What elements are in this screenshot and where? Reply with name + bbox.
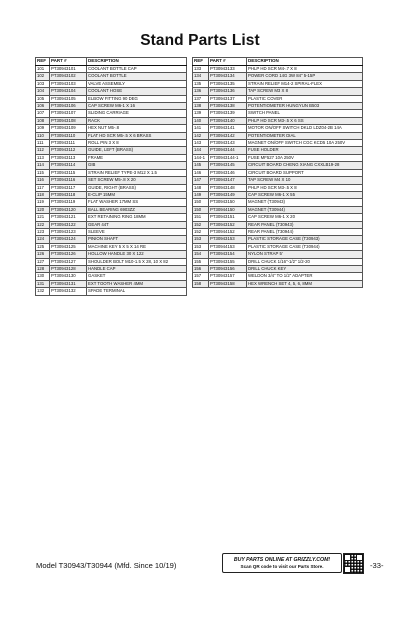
cell-part-number: PT30943131	[50, 280, 87, 287]
cell-ref: 128	[36, 265, 50, 272]
cell-part-number: PT30943138	[209, 103, 247, 110]
cell-description: GIB	[87, 162, 187, 169]
cell-part-number: PT30943140	[209, 117, 247, 124]
cell-part-number: PT30943130	[50, 273, 87, 280]
cell-description: VALVE ASSEMBLY	[87, 80, 187, 87]
cell-description: GUIDE, LEFT (BRASS)	[87, 147, 187, 154]
cell-ref: 141	[193, 125, 209, 132]
page-title: Stand Parts List	[140, 32, 260, 49]
cell-part-number: PT30943111	[50, 140, 87, 147]
table-row	[36, 95, 187, 102]
table-row	[193, 236, 363, 243]
table-row	[193, 162, 363, 169]
table-row	[193, 66, 363, 73]
cell-part-number: PT30943103	[50, 80, 87, 87]
header-part: PART #	[209, 58, 247, 66]
cell-ref: 106	[36, 103, 50, 110]
table-row	[193, 280, 363, 287]
cell-ref: 107	[36, 110, 50, 117]
table-row	[193, 80, 363, 87]
table-row	[193, 140, 363, 147]
parts-store-link[interactable]: BUY PARTS ONLINE AT GRIZZLY.COM!	[233, 557, 331, 563]
cell-description: FLAT HD SCR M5-.5 X 6 BRASS	[87, 132, 187, 139]
cell-description: ROLL PIN 3 X 8	[87, 140, 187, 147]
cell-part-number: PT30943116	[50, 177, 87, 184]
cell-part-number: PT30943132	[50, 288, 87, 295]
table-row	[36, 147, 187, 154]
cell-ref: 155	[193, 258, 209, 265]
cell-part-number: PT30943147	[209, 177, 247, 184]
table-row	[36, 132, 187, 139]
table-row	[36, 280, 187, 287]
table-row	[193, 88, 363, 95]
cell-description: PHLP HD SCR M3-.5 X 6 SS	[247, 117, 363, 124]
table-row	[36, 80, 187, 87]
parts-table-right	[192, 57, 363, 288]
header-ref: REF	[193, 58, 209, 66]
cell-description: SET SCREW M5-.8 X 20	[87, 177, 187, 184]
cell-part-number: PT30943153	[209, 236, 247, 243]
cell-description: DRILL CHUCK KEY	[247, 265, 363, 272]
table-row	[36, 243, 187, 250]
cell-part-number: PT30943115	[50, 169, 87, 176]
table-row	[193, 191, 363, 198]
cell-ref: 125	[36, 243, 50, 250]
cell-ref: 104	[36, 88, 50, 95]
cell-part-number: PT30943121	[50, 214, 87, 221]
cell-description: EXT TOOTH WASHER 4MM	[87, 280, 187, 287]
cell-description: GEAR 44T	[87, 221, 187, 228]
cell-part-number: PT30943104	[50, 88, 87, 95]
qr-finder-mark	[344, 566, 351, 573]
table-row	[36, 184, 187, 191]
qr-finder-mark	[344, 554, 351, 561]
cell-part-number: PT30943127	[50, 258, 87, 265]
cell-part-number: PT30944150	[209, 206, 247, 213]
cell-part-number: PT30943151	[209, 214, 247, 221]
cell-ref: 102	[36, 73, 50, 80]
qr-instruction: Scan QR code to visit our Parts Store.	[240, 564, 324, 569]
page-number: -33-	[370, 561, 384, 570]
cell-description: PHLP HD SCR M3-.5 X 8	[247, 184, 363, 191]
cell-ref: 144-1	[193, 154, 209, 161]
cell-description: MOTOR ON/OFF SWITCH DKLD LDZ04-2B 14A	[247, 125, 363, 132]
cell-description: STRAIN RELIEF M14-2 SPIRAL-FLEX	[247, 80, 363, 87]
cell-description: DRILL CHUCK 1/16"-1/2" 1/2-20	[247, 258, 363, 265]
header-ref: REF	[36, 58, 50, 66]
table-row	[36, 169, 187, 176]
cell-part-number: PT30943112	[50, 147, 87, 154]
table-row	[193, 258, 363, 265]
table-row	[193, 221, 363, 228]
cell-ref: 115	[36, 169, 50, 176]
cell-ref: 121	[36, 214, 50, 221]
cell-part-number: PT30943107	[50, 110, 87, 117]
table-row	[36, 206, 187, 213]
cell-description: FUSE HOLDER	[247, 147, 363, 154]
cell-part-number: PT30943114	[50, 162, 87, 169]
cell-description: E-CLIP 15MM	[87, 191, 187, 198]
cell-description: MAGNET ON/OFF SWITCH CGC KCD5 10A 250V	[247, 140, 363, 147]
table-row	[193, 214, 363, 221]
cell-part-number: PT30943122	[50, 221, 87, 228]
cell-ref: 143	[193, 140, 209, 147]
table-row	[193, 251, 363, 258]
table-row	[193, 132, 363, 139]
cell-part-number: PT30943110	[50, 132, 87, 139]
table-row	[36, 273, 187, 280]
cell-description: FLAT WASHER 17MM SS	[87, 199, 187, 206]
cell-description: HANDLE CAP	[87, 265, 187, 272]
cell-description: STRAIN RELIEF TYPE-3 M12 X 1.5	[87, 169, 187, 176]
cell-ref: 112	[36, 147, 50, 154]
cell-part-number: PT30943126	[50, 251, 87, 258]
cell-ref: 156	[193, 265, 209, 272]
cell-description: PHLP HD SCR M4-.7 X 8	[247, 66, 363, 73]
cell-description: SLIDING CARRIAGE	[87, 110, 187, 117]
cell-description: BALL BEARING 6903ZZ	[87, 206, 187, 213]
cell-description: CIRCUIT BOARD CHENG XIANG CXXLB19-28	[247, 162, 363, 169]
table-header-row	[193, 58, 363, 66]
cell-description: NYLON STRAP 5'	[247, 251, 363, 258]
cell-ref: 158	[193, 280, 209, 287]
table-row	[36, 125, 187, 132]
cell-ref: 132	[36, 288, 50, 295]
cell-ref: 140	[193, 117, 209, 124]
cell-description: RACK	[87, 117, 187, 124]
cell-part-number: PT30943146	[209, 169, 247, 176]
table-row	[36, 103, 187, 110]
cell-ref: 119	[36, 199, 50, 206]
table-row	[193, 273, 363, 280]
table-row	[36, 177, 187, 184]
cell-description: FUSE MF527 10A 250V	[247, 154, 363, 161]
cell-description: HOLLOW HANDLE 30 X 122	[87, 251, 187, 258]
cell-ref: 118	[36, 191, 50, 198]
cell-description: HEX WRENCH SET 4, 5, 6, 8MM	[247, 280, 363, 287]
cell-part-number: PT30943137	[209, 95, 247, 102]
table-row	[193, 117, 363, 124]
cell-ref: 150	[193, 206, 209, 213]
table-row	[193, 206, 363, 213]
cell-ref: 149	[193, 191, 209, 198]
table-row	[193, 228, 363, 235]
cell-ref: 127	[36, 258, 50, 265]
cell-ref: 148	[193, 184, 209, 191]
cell-description: SHOULDER BOLT M10-1.5 X 28, 10 X 82	[87, 258, 187, 265]
cell-description: CAP SCREW M6-1 X 55	[247, 191, 363, 198]
table-row	[193, 177, 363, 184]
cell-description: SPADE TERMINAL	[87, 288, 187, 295]
cell-ref: 123	[36, 228, 50, 235]
cell-part-number: PT30943139	[209, 110, 247, 117]
cell-ref: 124	[36, 236, 50, 243]
parts-table-left-body	[36, 66, 187, 296]
table-row	[36, 88, 187, 95]
cell-description: PLASTIC STORAGE CASE (T30943)	[247, 236, 363, 243]
table-row	[36, 140, 187, 147]
cell-part-number: PT30943101	[50, 66, 87, 73]
qr-code-icon[interactable]	[343, 553, 364, 574]
cell-description: PLASTIC COVER	[247, 95, 363, 102]
cell-part-number: PT30943117	[50, 184, 87, 191]
cell-description: ELBOW FITTING 90 DEG	[87, 95, 187, 102]
cell-part-number: PT30943123	[50, 228, 87, 235]
table-row	[36, 265, 187, 272]
cell-ref: 130	[36, 273, 50, 280]
cell-part-number: PT30943148	[209, 184, 247, 191]
cell-description: PLASTIC STORAGE CASE (T30944)	[247, 243, 363, 250]
cell-description: COOLANT BOTTLE	[87, 73, 187, 80]
table-row	[36, 110, 187, 117]
cell-ref: 113	[36, 154, 50, 161]
cell-part-number: PT30943136	[209, 88, 247, 95]
cell-ref: 134	[193, 73, 209, 80]
table-row	[193, 199, 363, 206]
cell-part-number: PT30944153	[209, 243, 247, 250]
cell-ref: 133	[193, 66, 209, 73]
header-part: PART #	[50, 58, 87, 66]
cell-ref: 153	[193, 236, 209, 243]
cell-part-number: PT30943154	[209, 251, 247, 258]
cell-part-number: PT30943120	[50, 206, 87, 213]
table-row	[36, 154, 187, 161]
cell-ref: 139	[193, 110, 209, 117]
cell-part-number: PT30943119	[50, 199, 87, 206]
cell-description: GASKET	[87, 273, 187, 280]
cell-part-number: PT30943134	[209, 73, 247, 80]
cell-description: HEX NUT M5-.8	[87, 125, 187, 132]
cell-description: POTENTIOMETER DIAL	[247, 132, 363, 139]
cell-ref: 151	[193, 214, 209, 221]
cell-description: REAR PANEL (T30944)	[247, 228, 363, 235]
header-description: DESCRIPTION	[247, 58, 363, 66]
cell-part-number: PT30943118	[50, 191, 87, 198]
cell-part-number: PT30943133	[209, 66, 247, 73]
cell-ref: 154	[193, 251, 209, 258]
cell-description: CAP SCREW M6-1 X 20	[247, 214, 363, 221]
parts-table-left	[35, 57, 187, 296]
cell-ref: 135	[193, 80, 209, 87]
cell-ref: 152	[193, 228, 209, 235]
cell-part-number: PT30943152	[209, 221, 247, 228]
table-row	[36, 258, 187, 265]
cell-description: CAP SCREW M6-1 X 16	[87, 103, 187, 110]
cell-part-number: PT30943156	[209, 265, 247, 272]
cell-description: MAGNET (T30944)	[247, 206, 363, 213]
cell-ref: 105	[36, 95, 50, 102]
table-row	[193, 95, 363, 102]
cell-part-number: PT30943106	[50, 103, 87, 110]
table-row	[36, 191, 187, 198]
cell-part-number: PT30943109	[50, 125, 87, 132]
cell-part-number: PT30943141	[209, 125, 247, 132]
cell-part-number: PT30943102	[50, 73, 87, 80]
cell-description: CIRCUIT BOARD SUPPORT	[247, 169, 363, 176]
header-description: DESCRIPTION	[87, 58, 187, 66]
cell-part-number: PT30943125	[50, 243, 87, 250]
table-row	[193, 73, 363, 80]
cell-description: REAR PANEL (T30943)	[247, 221, 363, 228]
cell-part-number: PT30943108	[50, 117, 87, 124]
cell-ref: 138	[193, 103, 209, 110]
table-row	[193, 110, 363, 117]
cell-part-number: PT30943157	[209, 273, 247, 280]
cell-description: TAP SCREW M3 X 8	[247, 88, 363, 95]
table-row	[36, 214, 187, 221]
table-row	[193, 169, 363, 176]
cell-description: FRAME	[87, 154, 187, 161]
cell-ref: 153	[193, 243, 209, 250]
cell-part-number: PT30943105	[50, 95, 87, 102]
qr-finder-mark	[356, 554, 363, 561]
cell-ref: 101	[36, 66, 50, 73]
cell-ref: 152	[193, 221, 209, 228]
parts-store-callout[interactable]	[222, 553, 342, 573]
cell-part-number: PT30943128	[50, 265, 87, 272]
cell-ref: 109	[36, 125, 50, 132]
table-row	[193, 125, 363, 132]
cell-part-number: PT30944152	[209, 228, 247, 235]
cell-part-number: PT30943150	[209, 199, 247, 206]
cell-part-number: PT30943142	[209, 132, 247, 139]
cell-ref: 126	[36, 251, 50, 258]
table-row	[193, 154, 363, 161]
cell-ref: 114	[36, 162, 50, 169]
cell-ref: 145	[193, 162, 209, 169]
table-row	[36, 236, 187, 243]
cell-ref: 147	[193, 177, 209, 184]
cell-part-number: PT30943158	[209, 280, 247, 287]
parts-table-right-body	[193, 66, 363, 288]
table-row	[36, 117, 187, 124]
cell-description: EXT RETAINING RING 18MM	[87, 214, 187, 221]
cell-description: COOLANT HOSE	[87, 88, 187, 95]
cell-part-number: PT30943144	[209, 147, 247, 154]
table-row	[36, 199, 187, 206]
cell-ref: 146	[193, 169, 209, 176]
cell-ref: 131	[36, 280, 50, 287]
cell-description: POTENTIOMETER HUNGYUN B503	[247, 103, 363, 110]
cell-ref: 103	[36, 80, 50, 87]
cell-description: COOLANT BOTTLE CAP	[87, 66, 187, 73]
cell-part-number: PT30943155	[209, 258, 247, 265]
cell-ref: 144	[193, 147, 209, 154]
cell-part-number: PT30943145	[209, 162, 247, 169]
cell-ref: 142	[193, 132, 209, 139]
cell-part-number: PT30943143	[209, 140, 247, 147]
table-row	[193, 243, 363, 250]
table-row	[36, 288, 187, 295]
cell-part-number: PT30943113	[50, 154, 87, 161]
cell-part-number: PT30943149	[209, 191, 247, 198]
table-row	[193, 103, 363, 110]
table-row	[36, 73, 187, 80]
table-row	[36, 66, 187, 73]
table-row	[193, 265, 363, 272]
cell-ref: 157	[193, 273, 209, 280]
cell-ref: 117	[36, 184, 50, 191]
cell-part-number: PT30943124	[50, 236, 87, 243]
cell-part-number: PT30943144-1	[209, 154, 247, 161]
cell-description: MAGNET (T30943)	[247, 199, 363, 206]
cell-description: PINION SHAFT	[87, 236, 187, 243]
cell-ref: 122	[36, 221, 50, 228]
table-row	[193, 147, 363, 154]
table-header-row	[36, 58, 187, 66]
cell-ref: 136	[193, 88, 209, 95]
cell-ref: 120	[36, 206, 50, 213]
cell-ref: 111	[36, 140, 50, 147]
cell-description: SWITCH PANEL	[247, 110, 363, 117]
cell-description: GUIDE, RIGHT (BRASS)	[87, 184, 187, 191]
cell-ref: 108	[36, 117, 50, 124]
cell-ref: 137	[193, 95, 209, 102]
cell-description: SLEEVE	[87, 228, 187, 235]
cell-description: POWER CORD 14G 3W 84" 5-15P	[247, 73, 363, 80]
table-row	[36, 221, 187, 228]
cell-ref: 150	[193, 199, 209, 206]
table-row	[193, 184, 363, 191]
cell-ref: 116	[36, 177, 50, 184]
cell-description: MACHINE KEY 5 X 5 X 14 RE	[87, 243, 187, 250]
cell-description: TAP SCREW M4 X 10	[247, 177, 363, 184]
cell-ref: 110	[36, 132, 50, 139]
cell-part-number: PT30943135	[209, 80, 247, 87]
table-row	[36, 162, 187, 169]
table-row	[36, 251, 187, 258]
table-row	[36, 228, 187, 235]
cell-description: WELDON 3/4" TO 1/2" ADAPTER	[247, 273, 363, 280]
model-footer: Model T30943/T30944 (Mfd. Since 10/19)	[36, 561, 177, 570]
